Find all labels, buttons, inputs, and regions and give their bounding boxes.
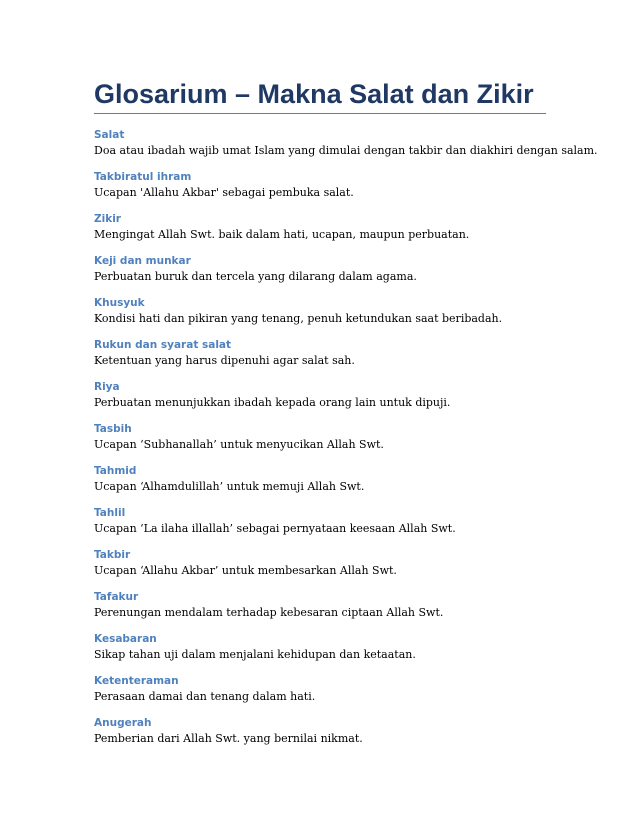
- glossary-entry: [94, 716, 546, 747]
- glossary-definition: Ucapan ‘Allahu Akbar’ untuk membesarkan Allah Swt.: [94, 564, 397, 577]
- glossary-entry: [94, 128, 598, 159]
- glossary-definition: Sikap tahan uji dalam menjalani kehidupan dan ketaatan.: [94, 648, 416, 661]
- glossary-definition: Perenungan mendalam terhadap kebesaran ciptaan Allah Swt.: [94, 606, 444, 619]
- glossary-term: Kesabaran: [94, 633, 157, 645]
- glossary-entry: [94, 254, 546, 285]
- glossary-term: Rukun dan syarat salat: [94, 339, 232, 351]
- glossary-entry: [94, 380, 546, 411]
- document-page: [94, 78, 598, 758]
- glossary-definition: Ucapan ‘Subhanallah’ untuk menyucikan Allah Swt.: [94, 438, 384, 451]
- glossary-entry: [94, 590, 546, 621]
- glossary-term: Takbiratul ihram: [94, 171, 192, 183]
- glossary-definition: Ucapan 'Allahu Akbar' sebagai pembuka salat.: [94, 186, 354, 199]
- glossary-definition: Ucapan ‘Alhamdulillah’ untuk memuji Allah Swt.: [94, 480, 365, 493]
- glossary-term: Riya: [94, 381, 120, 393]
- glossary-term: Khusyuk: [94, 297, 145, 309]
- glossary-entry: [94, 506, 546, 537]
- glossary-definition: Perbuatan menunjukkan ibadah kepada orang lain untuk dipuji.: [94, 396, 451, 409]
- glossary-term: Anugerah: [94, 717, 152, 729]
- glossary-term: Tafakur: [94, 591, 139, 603]
- glossary-term: Takbir: [94, 549, 131, 561]
- glossary-term: Keji dan munkar: [94, 255, 191, 267]
- title-underline: [94, 113, 546, 114]
- glossary-definition: Ucapan ‘La ilaha illallah’ sebagai pernyataan keesaan Allah Swt.: [94, 522, 456, 535]
- glossary-entry: [94, 632, 546, 663]
- glossary-term: Salat: [94, 129, 125, 141]
- glossary-term: Tahlil: [94, 507, 126, 519]
- glossary-entry: [94, 296, 546, 327]
- glossary-entry: [94, 338, 546, 369]
- glossary-entry: [94, 212, 546, 243]
- glossary-definition: Perasaan damai dan tenang dalam hati.: [94, 690, 316, 703]
- glossary-entry: [94, 674, 546, 705]
- glossary-term: Zikir: [94, 213, 121, 225]
- glossary-definition: Mengingat Allah Swt. baik dalam hati, ucapan, maupun perbuatan.: [94, 228, 470, 241]
- glossary-term: Tahmid: [94, 465, 137, 477]
- glossary-term: Ketenteraman: [94, 675, 179, 687]
- glossary-definition: Doa atau ibadah wajib umat Islam yang dimulai dengan takbir dan diakhiri dengan salam.: [94, 144, 598, 157]
- glossary-definition: Perbuatan buruk dan tercela yang dilarang dalam agama.: [94, 270, 417, 283]
- glossary-definition: Kondisi hati dan pikiran yang tenang, penuh ketundukan saat beribadah.: [94, 312, 503, 325]
- glossary-definition: Pemberian dari Allah Swt. yang bernilai nikmat.: [94, 732, 363, 745]
- glossary-entry: [94, 548, 546, 579]
- glossary-definition: Ketentuan yang harus dipenuhi agar salat sah.: [94, 354, 355, 367]
- glossary-term: Tasbih: [94, 423, 132, 435]
- glossary-entry: [94, 464, 546, 495]
- glossary-entry: [94, 422, 546, 453]
- page-title: Glosarium – Makna Salat dan Zikir: [94, 79, 534, 109]
- glossary-list: [94, 128, 598, 747]
- glossary-entry: [94, 170, 546, 201]
